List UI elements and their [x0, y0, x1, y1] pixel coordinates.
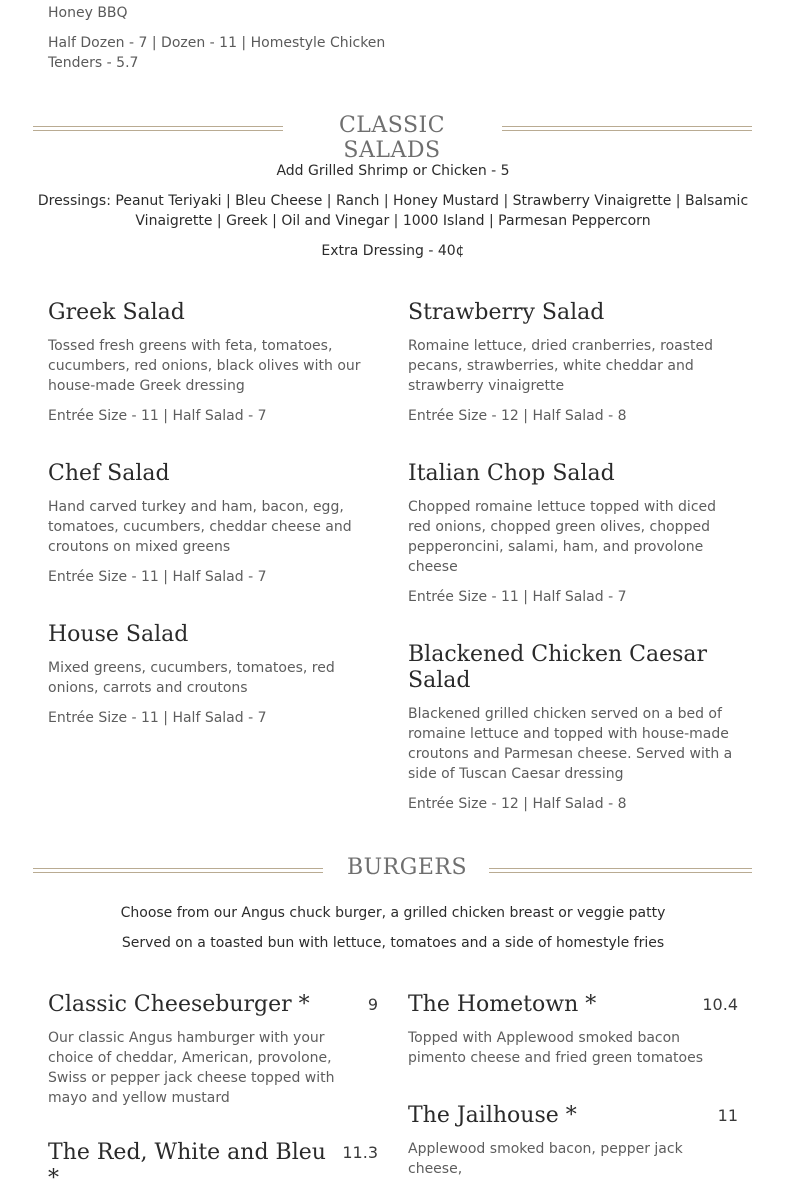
item-description: Topped with Applewood smoked bacon pimento cheese and fried green tomatoes	[408, 1030, 703, 1066]
item-price: 9	[367, 995, 378, 1014]
section-rule-left	[33, 126, 283, 131]
item-name: Classic Cheeseburger *	[48, 992, 310, 1017]
item-name: Blackened Chicken Caesar Salad	[408, 642, 708, 693]
menu-item-blackened-chicken-caesar	[408, 642, 738, 814]
item-description: Blackened grilled chicken served on a bed of romaine lettuce and topped with house-made croutons and Parmesan cheese. Served with a side of Tuscan Caesar dressing	[408, 706, 733, 782]
item-price: Entrée Size - 11 | Half Salad - 7	[48, 408, 267, 424]
item-name: Italian Chop Salad	[408, 461, 615, 486]
section-title-salads: CLASSIC SALADS	[286, 113, 498, 163]
item-name: The Red, White and Bleu *	[48, 1140, 326, 1191]
item-description: Romaine lettuce, dried cranberries, roasted pecans, strawberries, white cheddar and strawberry vinaigrette	[408, 338, 713, 394]
menu-item-the-jailhouse	[408, 1103, 738, 1179]
section-rule-right	[502, 126, 752, 131]
menu-item-strawberry-salad	[408, 300, 738, 426]
item-price: 10.4	[702, 995, 738, 1014]
item-description: Mixed greens, cucumbers, tomatoes, red onions, carrots and croutons	[48, 660, 335, 696]
item-name: Chef Salad	[48, 461, 170, 486]
section-rule-left	[33, 868, 323, 873]
item-price: 11.3	[342, 1143, 378, 1162]
burger-intro-choice: Choose from our Angus chuck burger, a grilled chicken breast or veggie patty	[120, 905, 666, 921]
item-name: The Jailhouse *	[408, 1103, 577, 1128]
menu-item-greek-salad	[48, 300, 378, 426]
item-name: Greek Salad	[48, 300, 185, 325]
item-description: Chopped romaine lettuce topped with diced red onions, chopped green olives, chopped pepperoncini, salami, ham, and provolone cheese	[408, 499, 717, 575]
menu-item-classic-cheeseburger	[48, 992, 378, 1108]
item-price: Entrée Size - 12 | Half Salad - 8	[408, 796, 627, 812]
salad-dressings: Dressings: Peanut Teriyaki | Bleu Cheese | Ranch | Honey Mustard | Strawberry Vinaigrette | Balsamic Vinaigrette | Greek | Oil and Vinegar | 1000 Island | Parmesan Peppercorn	[37, 193, 749, 229]
item-name: House Salad	[48, 622, 189, 647]
menu-item-chef-salad	[48, 461, 378, 587]
salad-extra-dressing: Extra Dressing - 40¢	[321, 243, 465, 259]
burger-intro-served: Served on a toasted bun with lettuce, tomatoes and a side of homestyle fries	[121, 935, 665, 951]
salad-add-on: Add Grilled Shrimp or Chicken - 5	[276, 163, 510, 179]
menu-item-red-white-bleu	[48, 1140, 378, 1192]
item-description: Our classic Angus hamburger with your choice of cheddar, American, provolone, Swiss or pepper jack cheese topped with mayo and yellow mustard	[48, 1030, 335, 1106]
item-name: The Hometown *	[408, 992, 597, 1017]
item-description: Applewood smoked bacon, pepper jack cheese,	[408, 1141, 683, 1177]
section-rule-right	[462, 868, 752, 873]
item-price: Entrée Size - 11 | Half Salad - 7	[48, 569, 267, 585]
item-price: 11	[717, 1106, 738, 1125]
item-description: Tossed fresh greens with feta, tomatoes, cucumbers, red onions, black olives with our house-made Greek dressing	[48, 338, 361, 394]
item-price: Entrée Size - 11 | Half Salad - 7	[408, 589, 627, 605]
menu-item-italian-chop-salad	[408, 461, 738, 607]
section-title-burgers: BURGERS	[325, 855, 489, 880]
item-name: Strawberry Salad	[408, 300, 605, 325]
menu-item-house-salad	[48, 622, 378, 728]
item-description: Hand carved turkey and ham, bacon, egg, tomatoes, cucumbers, cheddar cheese and croutons on mixed greens	[48, 499, 352, 555]
item-price: Entrée Size - 12 | Half Salad - 8	[408, 408, 627, 424]
top-line-tenders: Half Dozen - 7 | Dozen - 11 | Homestyle Chicken Tenders - 5.7	[48, 35, 386, 71]
item-price: Entrée Size - 11 | Half Salad - 7	[48, 710, 267, 726]
menu-item-the-hometown	[408, 992, 738, 1068]
top-line-honey-bbq: Honey BBQ	[48, 5, 128, 21]
